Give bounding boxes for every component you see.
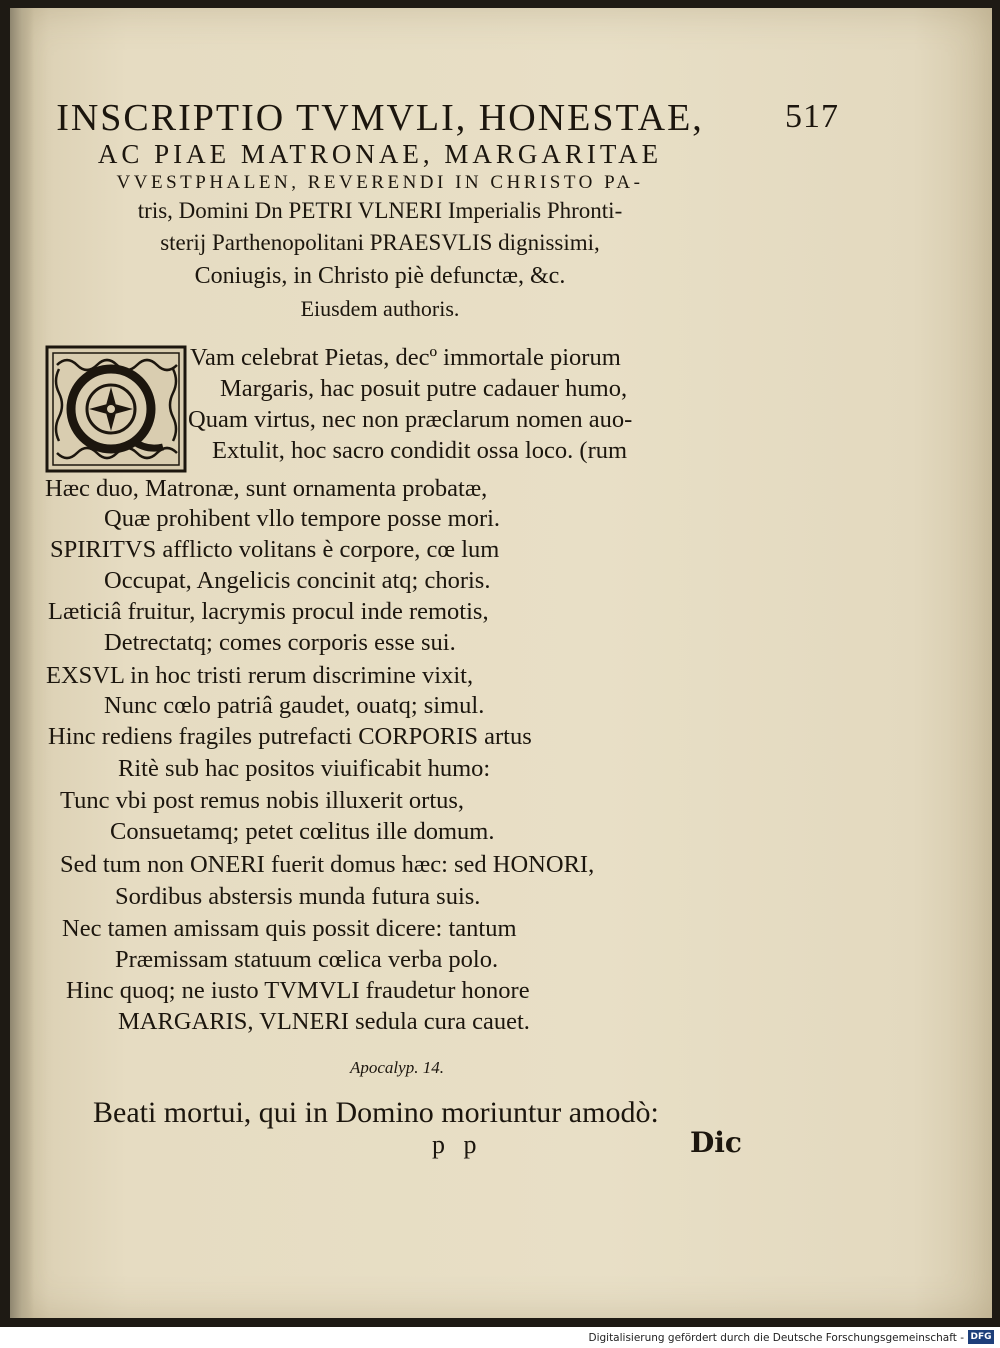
signature-mark: p p: [432, 1130, 483, 1159]
poem-line: Detrectatq; comes corporis esse sui.: [104, 629, 456, 656]
poem-line: Ritè sub hac positos viuificabit humo:: [118, 755, 491, 782]
heading-line-6: Coniugis, in Christo piè defunctæ, &c.: [194, 263, 566, 289]
heading-line-5: sterij Parthenopolitani PRAESVLIS dignissimi,: [160, 230, 600, 255]
poem-line: Margaris, hac posuit putre cadauer humo,: [220, 375, 628, 402]
poem-line: Sordibus abstersis munda futura suis.: [115, 883, 481, 910]
heading-line-2: AC PIAE MATRONAE, MARGARITAE: [97, 139, 663, 169]
poem-line: Hinc rediens fragiles putrefacti CORPORIS artus: [48, 723, 532, 750]
heading-line-1: INSCRIPTIO TVMVLI, HONESTAE,: [56, 97, 704, 139]
poem-line: Occupat, Angelicis concinit atq; choris.: [104, 567, 491, 594]
poem-line: Extulit, hoc sacro condidit ossa loco. (rum: [212, 437, 628, 464]
scripture-quote: Beati mortui, qui in Domino moriuntur amodò:: [93, 1096, 659, 1129]
poem-line: Læticiâ fruitur, lacrymis procul inde remotis,: [48, 598, 489, 625]
poem-line: Consuetamq; petet cœlitus ille domum.: [110, 818, 495, 845]
poem-line: Præmissam statuum cœlica verba polo.: [115, 946, 499, 973]
poem-line: Quam virtus, nec non præclarum nomen auo-: [188, 406, 633, 433]
poem-line: Nec tamen amissam quis possit dicere: tantum: [62, 915, 517, 942]
poem-line: EXSVL in hoc tristi rerum discrimine vixit,: [46, 662, 474, 689]
catchword: Dic: [690, 1126, 742, 1159]
poem-line: MARGARIS, VLNERI sedula cura cauet.: [118, 1008, 530, 1035]
poem-line: Hinc quoq; ne iusto TVMVLI fraudetur honore: [66, 977, 530, 1004]
poem-line: Quæ prohibent vllo tempore posse mori.: [104, 505, 501, 532]
poem-line: Tunc vbi post remus nobis illuxerit ortus,: [60, 787, 465, 814]
drop-cap-letter: Q: [145, 463, 146, 464]
heading-line-4: tris, Domini Dn PETRI VLNERI Imperialis Phronti-: [137, 198, 623, 223]
poem-line: Vam celebrat Pietas, decº immortale piorum: [190, 344, 621, 371]
funding-credit: Digitalisierung gefördert durch die Deutsche Forschungsgemeinschaft -: [588, 1332, 964, 1344]
dfg-logo: DFG: [968, 1330, 994, 1344]
poem-line: Nunc cœlo patriâ gaudet, ouatq; simul.: [104, 692, 485, 719]
poem-line: Sed tum non ONERI fuerit domus hæc: sed HONORI,: [60, 851, 595, 878]
poem-line: SPIRITVS afflicto volitans è corpore, cœ lum: [50, 536, 500, 563]
scripture-reference: Apocalyp. 14.: [350, 1058, 444, 1077]
heading-line-7: Eiusdem authoris.: [300, 296, 460, 321]
poem-line: Hæc duo, Matronæ, sunt ornamenta probatæ,: [45, 475, 488, 502]
page-number: 517: [785, 98, 839, 135]
heading-line-3: VVESTPHALEN, REVERENDI IN CHRISTO PA-: [116, 172, 644, 193]
ornamental-initial-icon: [45, 345, 187, 473]
